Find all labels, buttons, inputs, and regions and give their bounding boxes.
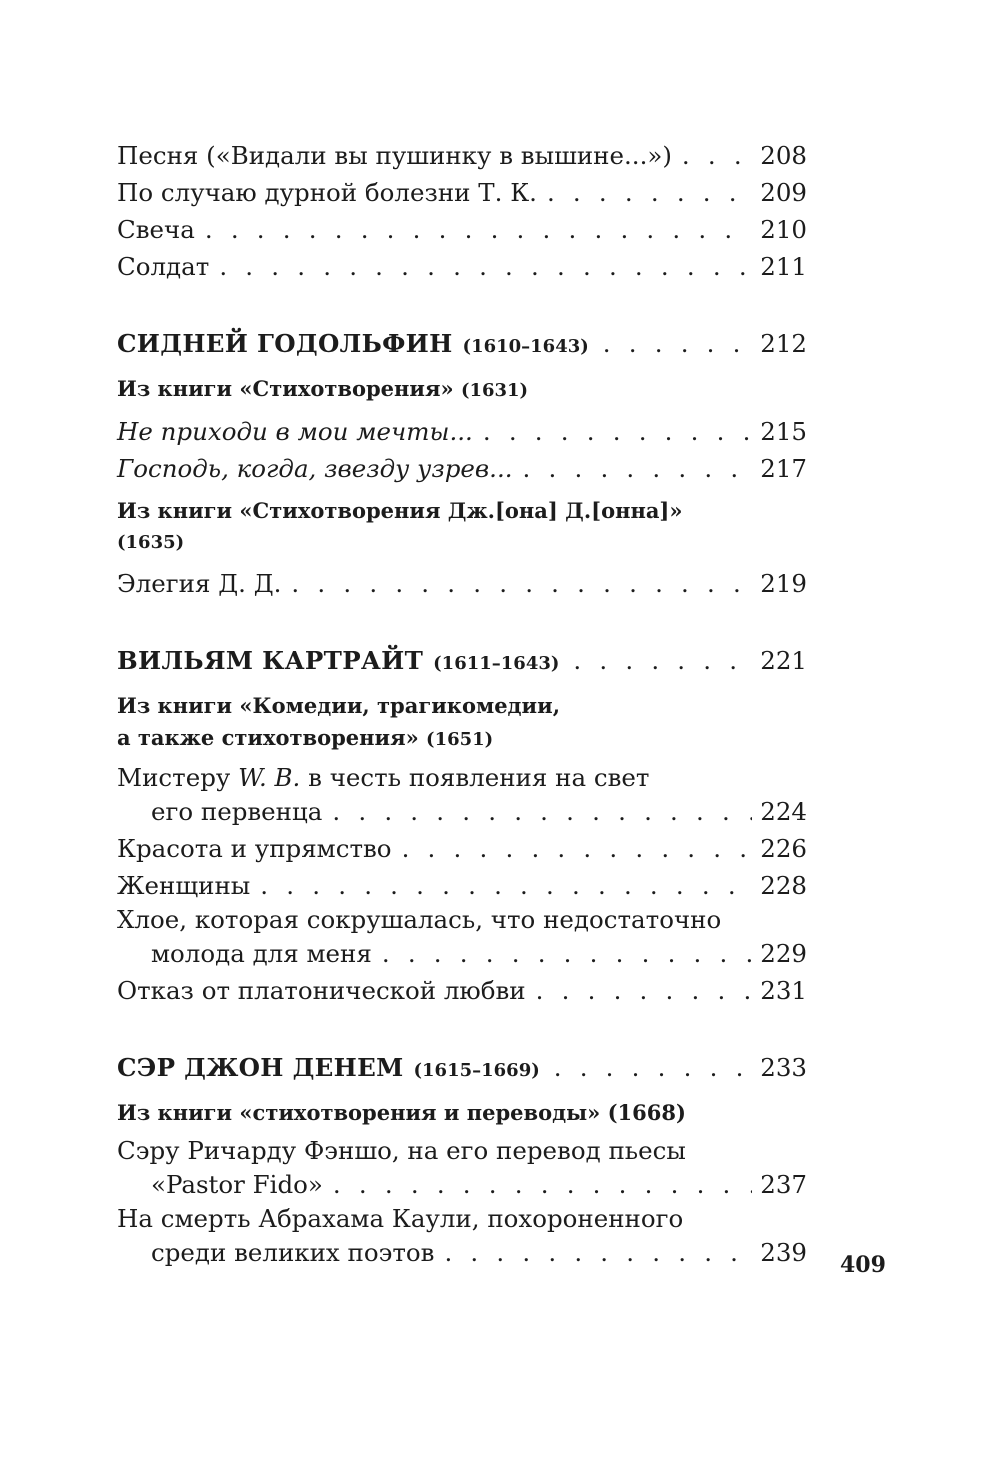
dot-leader xyxy=(682,137,752,174)
book-title: Из книги «Стихотворения» xyxy=(117,376,454,401)
entry-page: 217 xyxy=(760,454,807,483)
author-name: ВИЛЬЯМ КАРТРАЙТ xyxy=(117,646,424,675)
dot-leader xyxy=(483,413,752,450)
entry-page: 226 xyxy=(760,834,807,863)
author-page: 221 xyxy=(760,646,807,675)
book-title-line1: Из книги «Комедии, трагикомедии, xyxy=(117,693,561,718)
dot-leader xyxy=(573,642,752,679)
toc-entry xyxy=(117,935,807,972)
table-of-contents xyxy=(117,137,807,1271)
book-year: (1651) xyxy=(426,729,494,750)
toc-entry-first-line: Сэру Ричарду Фэншо, на его перевод пьесы xyxy=(117,1136,686,1165)
dot-leader xyxy=(402,830,753,867)
entry-page: 237 xyxy=(760,1170,807,1199)
author-heading xyxy=(117,1049,807,1089)
entry-title: По случаю дурной болезни Т. К. xyxy=(117,178,537,207)
entry-title: «Pastor Fido» xyxy=(151,1170,323,1199)
page-number: 409 xyxy=(840,1252,886,1278)
toc-entry xyxy=(117,174,807,211)
toc-entry xyxy=(117,450,807,487)
entry-title-prefix: Мистеру xyxy=(117,763,239,792)
entry-title: Не приходи в мои мечты... xyxy=(117,417,473,446)
author-name: СЭР ДЖОН ДЕНЕМ xyxy=(117,1053,404,1082)
dot-leader xyxy=(547,174,752,211)
book-title: Из книги «Стихотворения Дж.[она] Д.[онна]» xyxy=(117,498,683,523)
dot-leader xyxy=(536,972,753,1009)
author-years: (1610–1643) xyxy=(462,336,589,357)
book-heading xyxy=(117,495,807,559)
dot-leader xyxy=(205,211,752,248)
toc-entry-first-line: На смерть Абрахама Каули, похороненного xyxy=(117,1204,684,1233)
entry-title: Солдат xyxy=(117,252,210,281)
entry-title: Женщины xyxy=(117,871,251,900)
entry-page: 210 xyxy=(760,215,807,244)
toc-entry xyxy=(117,1234,807,1271)
entry-title: молода для меня xyxy=(151,939,372,968)
author-years: (1615–1669) xyxy=(413,1060,540,1081)
entry-page: 224 xyxy=(760,797,807,826)
author-heading xyxy=(117,642,807,682)
dot-leader xyxy=(554,1049,753,1086)
entry-page: 229 xyxy=(760,939,807,968)
entry-page: 219 xyxy=(760,569,807,598)
book-year: (1668) xyxy=(607,1100,686,1125)
book-heading xyxy=(117,373,807,407)
entry-title: среди великих поэтов xyxy=(151,1238,435,1267)
dot-leader xyxy=(444,1234,752,1271)
entry-title-italic: W. B. xyxy=(238,763,301,792)
book-year: (1635) xyxy=(117,532,185,553)
book-title: Из книги «стихотворения и переводы» xyxy=(117,1100,601,1125)
entry-page: 239 xyxy=(760,1238,807,1267)
dot-leader xyxy=(291,565,752,602)
toc-entry xyxy=(117,248,807,285)
dot-leader xyxy=(523,450,753,487)
toc-entry xyxy=(117,830,807,867)
dot-leader xyxy=(382,935,752,972)
book-year: (1631) xyxy=(460,380,529,401)
toc-entry xyxy=(117,972,807,1009)
book-title-line2: а также стихотворения» xyxy=(117,725,419,750)
dot-leader xyxy=(332,793,752,830)
entry-page: 231 xyxy=(760,976,807,1005)
author-heading xyxy=(117,325,807,365)
book-heading xyxy=(117,1097,807,1129)
author-page: 233 xyxy=(760,1053,807,1082)
toc-entry xyxy=(117,793,807,830)
author-page: 212 xyxy=(760,329,807,358)
entry-page: 211 xyxy=(760,252,807,281)
toc-entry-first-line: Хлое, которая сокрушалась, что недостаточно xyxy=(117,905,722,934)
dot-leader xyxy=(603,325,752,362)
entry-title: Отказ от платонической любви xyxy=(117,976,526,1005)
toc-entry xyxy=(117,565,807,602)
author-name: СИДНЕЙ ГОДОЛЬФИН xyxy=(117,329,453,358)
dot-leader xyxy=(260,867,752,904)
toc-entry xyxy=(117,137,807,174)
entry-title: Красота и упрямство xyxy=(117,834,392,863)
toc-entry-first-line xyxy=(117,762,807,793)
entry-title: Свеча xyxy=(117,215,195,244)
toc-entry xyxy=(117,413,807,450)
entry-title: Элегия Д. Д. xyxy=(117,569,282,598)
entry-title: Песня («Видали вы пушинку в вышине...») xyxy=(117,141,672,170)
entry-page: 228 xyxy=(760,871,807,900)
toc-entry xyxy=(117,867,807,904)
dot-leader xyxy=(333,1166,752,1203)
toc-entry xyxy=(117,1166,807,1203)
toc-entry xyxy=(117,211,807,248)
entry-title: Господь, когда, звезду узрев... xyxy=(117,454,513,483)
entry-page: 209 xyxy=(760,178,807,207)
entry-page: 208 xyxy=(760,141,807,170)
entry-title-suffix: в честь появления на свет xyxy=(300,763,650,792)
author-years: (1611–1643) xyxy=(433,653,560,674)
dot-leader xyxy=(219,248,752,285)
entry-title: его первенца xyxy=(151,797,323,826)
book-heading xyxy=(117,690,807,756)
entry-page: 215 xyxy=(760,417,807,446)
